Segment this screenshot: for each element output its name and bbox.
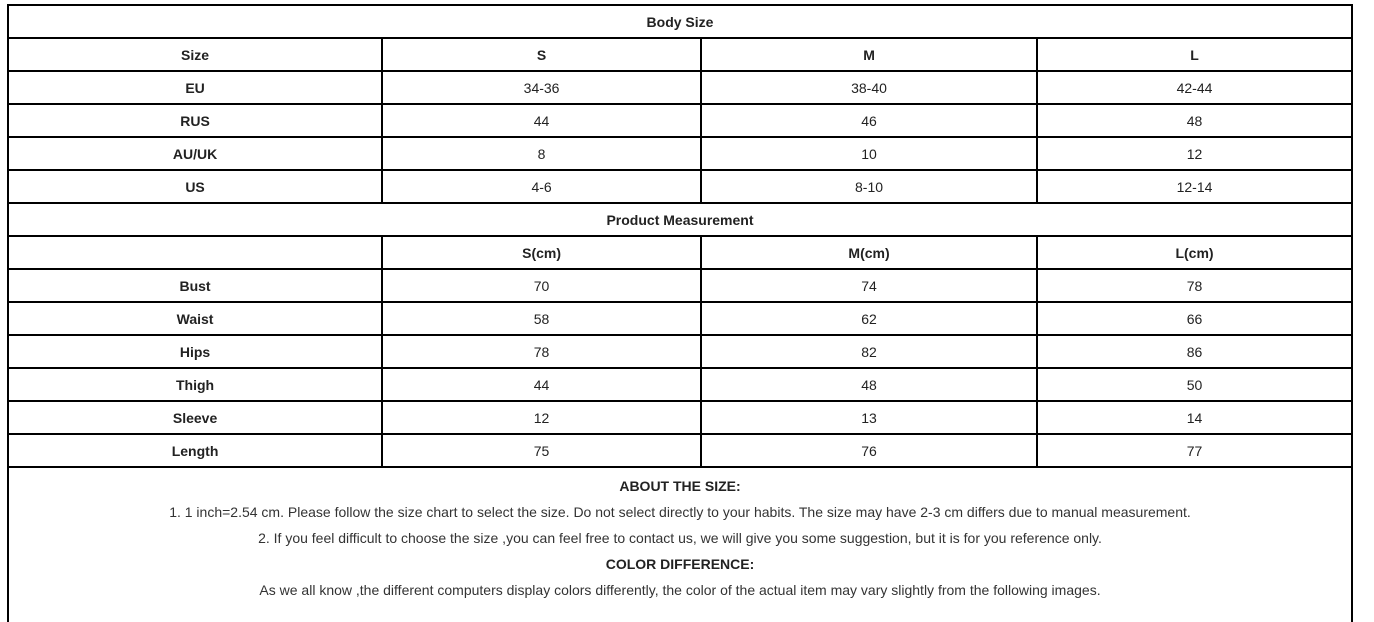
table-cell: 78 (382, 335, 701, 368)
row-label-waist: Waist (8, 302, 382, 335)
notes-row (8, 467, 1352, 622)
table-cell: 75 (382, 434, 701, 467)
table-cell: 44 (382, 104, 701, 137)
table-cell: 86 (1037, 335, 1352, 368)
table-cell: 8-10 (701, 170, 1037, 203)
color-difference-heading: COLOR DIFFERENCE: (605, 556, 755, 572)
product-measurement-header-s: S(cm) (382, 236, 701, 269)
size-chart-table (7, 4, 1353, 622)
notes-cell (8, 467, 1352, 622)
table-cell: 70 (382, 269, 701, 302)
body-size-header-l: L (1037, 38, 1352, 71)
table-cell: 50 (1037, 368, 1352, 401)
table-cell: 48 (1037, 104, 1352, 137)
table-row (8, 401, 1352, 434)
table-row (8, 137, 1352, 170)
body-size-header-s: S (382, 38, 701, 71)
table-cell: 12 (382, 401, 701, 434)
table-cell: 62 (701, 302, 1037, 335)
table-cell: 74 (701, 269, 1037, 302)
table-row (8, 170, 1352, 203)
row-label-bust: Bust (8, 269, 382, 302)
row-label-length: Length (8, 434, 382, 467)
product-measurement-header-row (8, 236, 1352, 269)
table-row (8, 302, 1352, 335)
row-label-eu: EU (8, 71, 382, 104)
table-cell: 12-14 (1037, 170, 1352, 203)
table-cell: 76 (701, 434, 1037, 467)
table-cell: 44 (382, 368, 701, 401)
about-size-line-1: 1. 1 inch=2.54 cm. Please follow the size chart to select the size. Do not select directly to your habits. The size may have 2-3 cm differs due to manual measurement. (169, 504, 1191, 520)
about-size-line-2: 2. If you feel difficult to choose the size ,you can feel free to contact us, we will give you some suggestion, but it is for you reference only. (258, 530, 1102, 546)
body-size-header-size: Size (8, 38, 382, 71)
body-size-header-row (8, 38, 1352, 71)
table-cell: 38-40 (701, 71, 1037, 104)
table-row (8, 434, 1352, 467)
table-cell: 4-6 (382, 170, 701, 203)
product-measurement-header-l: L(cm) (1037, 236, 1352, 269)
row-label-au-uk: AU/UK (8, 137, 382, 170)
product-measurement-title: Product Measurement (8, 203, 1352, 236)
row-label-sleeve: Sleeve (8, 401, 382, 434)
table-cell: 78 (1037, 269, 1352, 302)
table-cell: 12 (1037, 137, 1352, 170)
body-size-header-m: M (701, 38, 1037, 71)
table-cell: 82 (701, 335, 1037, 368)
row-label-thigh: Thigh (8, 368, 382, 401)
table-cell: 8 (382, 137, 701, 170)
row-label-us: US (8, 170, 382, 203)
color-difference-line: As we all know ,the different computers display colors differently, the color of the actual item may vary slightly from the following images. (259, 582, 1101, 598)
table-cell: 66 (1037, 302, 1352, 335)
table-cell: 58 (382, 302, 701, 335)
product-measurement-header-m: M(cm) (701, 236, 1037, 269)
table-cell: 14 (1037, 401, 1352, 434)
table-cell: 46 (701, 104, 1037, 137)
row-label-rus: RUS (8, 104, 382, 137)
table-cell: 34-36 (382, 71, 701, 104)
table-row (8, 269, 1352, 302)
table-cell: 48 (701, 368, 1037, 401)
product-measurement-title-row (8, 203, 1352, 236)
body-size-title: Body Size (8, 5, 1352, 38)
row-label-hips: Hips (8, 335, 382, 368)
body-size-title-row (8, 5, 1352, 38)
table-row (8, 368, 1352, 401)
table-row (8, 104, 1352, 137)
table-cell: 13 (701, 401, 1037, 434)
table-cell: 42-44 (1037, 71, 1352, 104)
about-size-heading: ABOUT THE SIZE: (619, 478, 741, 494)
table-cell: 77 (1037, 434, 1352, 467)
table-cell: 10 (701, 137, 1037, 170)
table-row (8, 335, 1352, 368)
product-measurement-header-empty (8, 236, 382, 269)
table-row (8, 71, 1352, 104)
